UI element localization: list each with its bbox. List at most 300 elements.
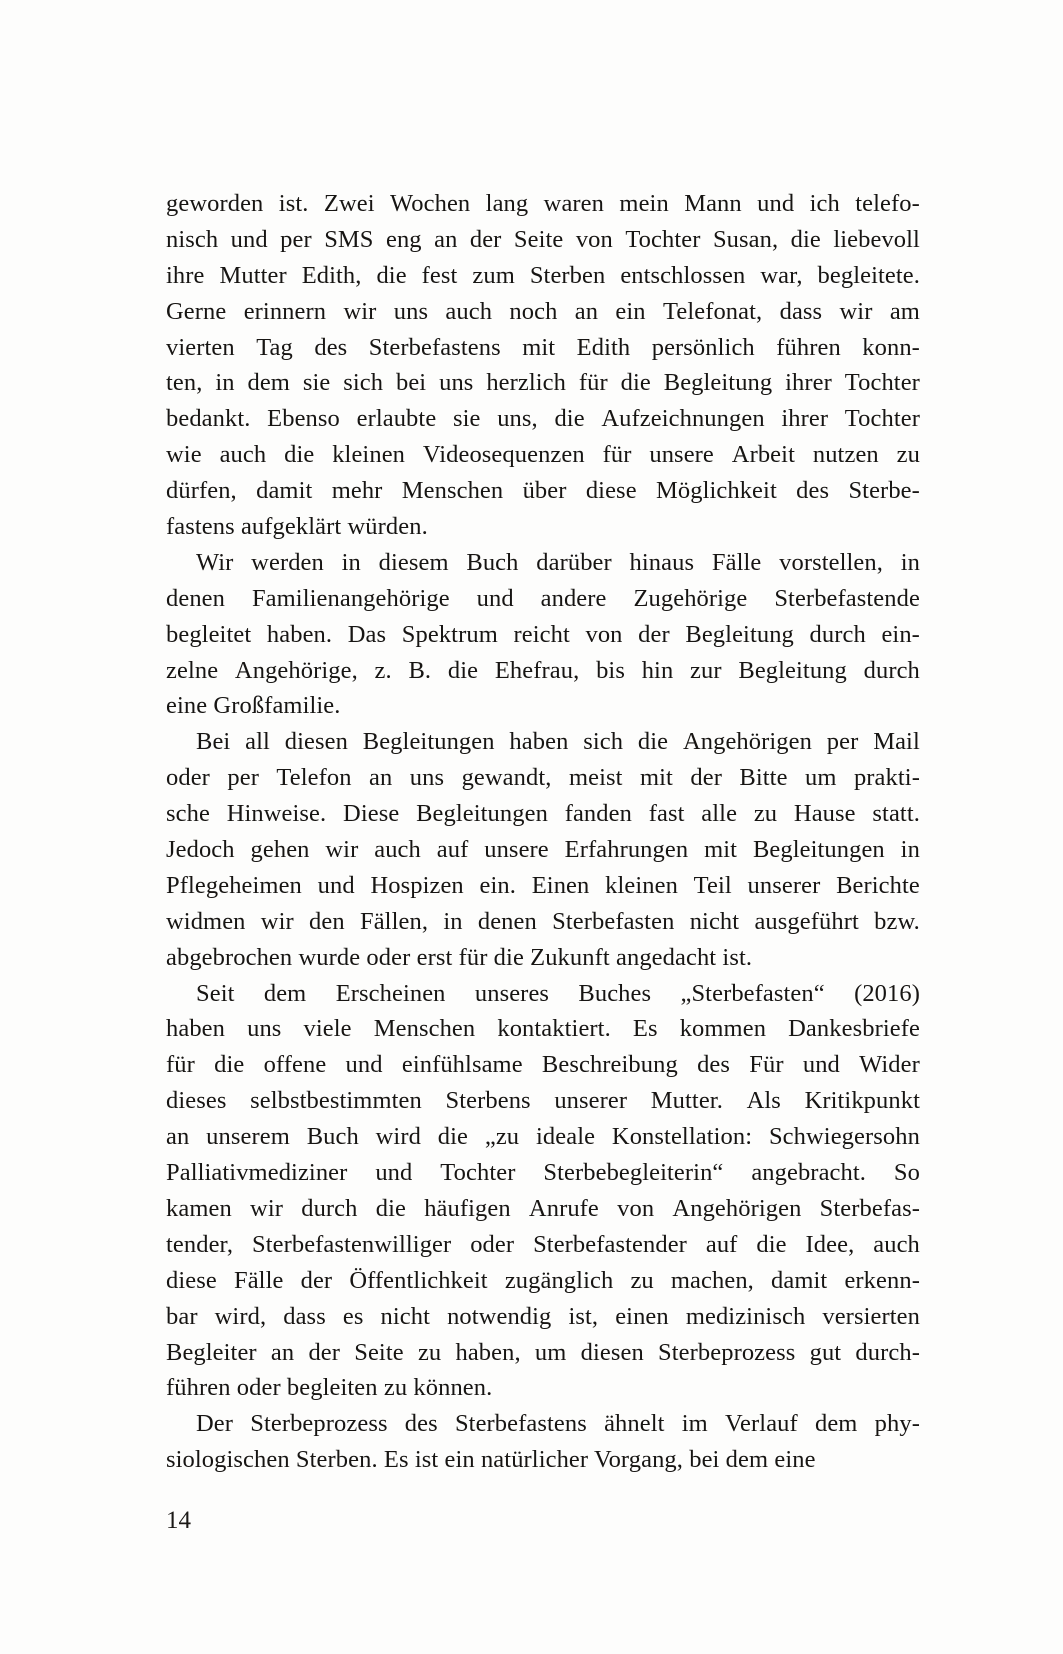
word: und: [317, 871, 355, 899]
word: meist: [568, 764, 623, 792]
word: am: [889, 297, 920, 325]
word: phy-: [874, 1410, 920, 1438]
word: Es: [632, 1015, 658, 1043]
word: bar: [166, 1302, 198, 1330]
text-line: [166, 330, 920, 366]
word: liebevoll: [833, 225, 920, 253]
word: zugänglich: [504, 1266, 614, 1294]
text-line: [166, 796, 920, 832]
word: uns,: [497, 405, 538, 433]
word: Menschen: [373, 1015, 476, 1043]
word: Sterbefastender: [533, 1230, 687, 1258]
text-line: [166, 186, 920, 222]
word: die: [554, 405, 585, 433]
word: unsere: [484, 836, 549, 864]
word: dem: [814, 1410, 858, 1438]
word: der: [690, 764, 722, 792]
word: Öffentlichkeit: [349, 1266, 488, 1294]
word: Mann: [684, 190, 742, 217]
word: erkenn-: [844, 1266, 920, 1294]
word: für: [602, 441, 632, 469]
word: sie: [452, 405, 481, 433]
word: „zu: [484, 1123, 520, 1151]
word: Schwiegersohn: [768, 1123, 920, 1151]
word: des: [697, 1051, 731, 1079]
word: des: [314, 333, 348, 361]
word: über: [522, 477, 567, 505]
word: oder: [470, 1230, 515, 1258]
page-text-block: [166, 186, 920, 1478]
word: z.: [374, 656, 392, 684]
word: fast: [648, 800, 685, 828]
word: unserem: [206, 1123, 290, 1151]
text-line: [166, 437, 920, 473]
word: uns: [409, 764, 445, 792]
word: geworden: [166, 190, 264, 217]
word: den: [309, 907, 345, 935]
word: hin: [641, 656, 674, 684]
word: und: [375, 1159, 413, 1187]
word: für: [166, 1051, 195, 1079]
word: damit: [256, 477, 313, 505]
text-line: [166, 1011, 920, 1047]
word: noch: [509, 297, 558, 325]
word: zu: [896, 441, 920, 469]
word: andere: [540, 584, 607, 612]
text-line: [166, 1335, 920, 1371]
word: wird: [375, 1123, 421, 1151]
word: Fälle: [233, 1266, 284, 1294]
word: haben: [166, 1015, 225, 1043]
word: und: [757, 190, 795, 217]
word: Für: [749, 1051, 784, 1079]
word: häufigen: [424, 1194, 511, 1222]
word: gewandt,: [461, 764, 552, 792]
word: erinnern: [243, 297, 327, 325]
word: Spektrum: [401, 620, 498, 648]
word: versierten: [822, 1302, 920, 1330]
text-line: [166, 581, 920, 617]
word: Videosequenzen: [422, 441, 585, 469]
word: es: [342, 1302, 364, 1330]
text-line: [166, 1083, 920, 1119]
word: ihrer: [785, 369, 832, 397]
word: wir: [260, 907, 294, 935]
word: auch: [873, 1230, 920, 1258]
word: mit: [704, 836, 738, 864]
word: konn-: [862, 333, 920, 361]
word: Buch: [466, 548, 519, 576]
word: eng: [385, 225, 422, 253]
word: kontaktiert.: [497, 1015, 611, 1043]
word: diese: [585, 477, 637, 505]
word: Hinweise.: [226, 800, 327, 828]
text-line: [166, 653, 920, 689]
word: denen: [166, 584, 225, 612]
word: die: [284, 441, 315, 469]
word: wie: [166, 441, 202, 469]
word: an: [574, 297, 599, 325]
word: damit: [771, 1266, 828, 1294]
word: Pflegeheimen: [166, 871, 302, 899]
word: Begleitung: [663, 369, 773, 397]
word: ideale: [535, 1123, 596, 1151]
word: nicht: [380, 1302, 431, 1330]
word: Sterbefas-: [819, 1194, 920, 1222]
word: an: [434, 225, 458, 253]
word: Tochter: [844, 369, 920, 397]
word: Konstellation:: [611, 1123, 753, 1151]
word: auch: [445, 297, 493, 325]
text-line: [166, 1047, 920, 1083]
word: Begleiter: [166, 1338, 257, 1366]
word: kleinen: [605, 871, 678, 899]
word: mehr: [331, 477, 383, 505]
word: im: [681, 1410, 708, 1438]
word: Verlauf: [724, 1410, 798, 1438]
word: angebracht.: [751, 1159, 867, 1187]
word: diesem: [378, 548, 449, 576]
word: Seite: [513, 225, 564, 253]
word: Hospizen: [370, 871, 464, 899]
word: gut: [809, 1338, 842, 1366]
word: Telefonat,: [662, 297, 763, 325]
word: darüber: [536, 548, 612, 576]
word: ihrer: [781, 405, 829, 433]
word: begleitet: [166, 620, 252, 648]
word: an: [166, 1123, 190, 1151]
word: Angehörigen: [672, 1194, 802, 1222]
word: vorstellen,: [779, 548, 883, 576]
text-line: eine Großfamilie.: [166, 692, 341, 720]
word: (2016): [854, 979, 920, 1007]
word: einfühlsame: [401, 1051, 523, 1079]
word: Tochter: [440, 1159, 516, 1187]
word: der: [308, 1338, 341, 1366]
word: in: [341, 548, 361, 576]
text-line: [166, 1263, 920, 1299]
word: die: [756, 1230, 787, 1258]
word: B.: [408, 656, 432, 684]
word: dass: [779, 297, 823, 325]
word: erlaubte: [356, 405, 437, 433]
word: ein: [615, 297, 646, 325]
word: wir: [325, 836, 359, 864]
word: Sterbefastens: [454, 1410, 587, 1438]
word: führen: [776, 333, 841, 361]
word: die: [437, 1123, 469, 1151]
word: wird,: [214, 1302, 267, 1330]
word: Sterben: [529, 261, 606, 289]
text-line: [166, 473, 920, 509]
word: ihre: [166, 261, 205, 289]
text-line: [166, 258, 920, 294]
word: per: [227, 764, 259, 792]
word: bei: [395, 369, 427, 397]
word: ist,: [568, 1302, 599, 1330]
word: Begleitung: [685, 620, 794, 648]
word: bzw.: [874, 907, 920, 935]
word: von: [585, 620, 623, 648]
word: Begleitungen: [416, 800, 548, 828]
word: und: [802, 1051, 840, 1079]
word: bedankt.: [166, 405, 251, 433]
word: Erscheinen: [335, 979, 446, 1007]
word: Sterbens: [445, 1087, 531, 1115]
word: ist.: [278, 190, 309, 217]
word: vierten: [166, 333, 235, 361]
word: kamen: [166, 1194, 232, 1222]
word: prakti-: [853, 764, 920, 792]
word: Als: [746, 1087, 781, 1115]
word: Wir: [196, 548, 234, 576]
word: wir: [250, 1194, 283, 1222]
word: durch-: [855, 1338, 920, 1366]
word: sie: [302, 369, 331, 397]
word: Sterbefastenwilliger: [251, 1230, 452, 1258]
word: nicht: [689, 907, 740, 935]
text-line: [166, 1406, 920, 1442]
word: SMS: [324, 225, 374, 253]
word: nisch: [166, 225, 219, 253]
word: und: [476, 584, 514, 612]
word: lang: [485, 190, 529, 217]
word: ich: [809, 190, 840, 217]
word: denen: [477, 907, 537, 935]
word: diese: [166, 1266, 217, 1294]
word: machen,: [670, 1266, 754, 1294]
word: werden: [251, 548, 324, 576]
word: hinaus: [629, 548, 695, 576]
text-line: [166, 222, 920, 258]
word: Sterbefasten: [552, 907, 675, 935]
word: diesen: [580, 1338, 644, 1366]
word: haben: [509, 728, 569, 756]
word: war,: [760, 261, 803, 289]
word: alle: [701, 800, 738, 828]
word: von: [575, 225, 613, 253]
word: Aufzeichnungen: [601, 405, 765, 433]
word: Tochter: [844, 405, 920, 433]
word: Edith: [576, 333, 631, 361]
word: wir: [839, 297, 873, 325]
word: Familienangehörige: [251, 584, 450, 612]
word: von: [617, 1194, 655, 1222]
text-line: [166, 294, 920, 330]
word: kommen: [679, 1015, 767, 1043]
word: Idee,: [805, 1230, 855, 1258]
text-line: [166, 1119, 920, 1155]
text-line: siologischen Sterben. Es ist ein natürlicher Vorgang, bei dem eine: [166, 1446, 816, 1474]
word: sche: [166, 800, 210, 828]
word: Zwei: [323, 190, 375, 217]
word: So: [893, 1159, 920, 1187]
word: fest: [421, 261, 458, 289]
word: durch: [301, 1194, 358, 1222]
word: zu: [417, 1338, 442, 1366]
word: notwendig: [447, 1302, 552, 1330]
word: Begleitungen: [362, 728, 495, 756]
word: oder: [166, 764, 210, 792]
word: dass: [283, 1302, 326, 1330]
word: Beschreibung: [541, 1051, 678, 1079]
word: nutzen: [812, 441, 879, 469]
word: Begleitung: [738, 656, 847, 684]
word: statt.: [872, 800, 920, 828]
word: Berichte: [836, 871, 920, 899]
word: Arbeit: [731, 441, 795, 469]
word: Hause: [793, 800, 856, 828]
word: unserer: [747, 871, 821, 899]
word: der: [638, 620, 670, 648]
word: Telefon: [276, 764, 352, 792]
word: Seit: [196, 979, 235, 1007]
word: Tag: [256, 333, 293, 361]
word: Möglichkeit: [655, 477, 777, 505]
word: unserer: [554, 1087, 628, 1115]
word: an: [270, 1338, 295, 1366]
text-line: [166, 365, 920, 401]
word: wir: [343, 297, 377, 325]
word: reicht: [513, 620, 570, 648]
word: zu: [630, 1266, 654, 1294]
word: Teil: [693, 871, 732, 899]
word: mit: [639, 764, 673, 792]
word: Sterbeprozess: [658, 1338, 796, 1366]
word: dem: [263, 979, 307, 1007]
word: Menschen: [401, 477, 504, 505]
word: die: [375, 1194, 406, 1222]
text-line: fastens aufgeklärt würden.: [166, 513, 428, 541]
word: haben,: [455, 1338, 521, 1366]
word: Buch: [306, 1123, 359, 1151]
word: begleitete.: [817, 261, 920, 289]
word: Erfahrungen: [564, 836, 689, 864]
word: medizinisch: [685, 1302, 806, 1330]
word: die: [214, 1051, 245, 1079]
word: Tochter: [625, 225, 701, 253]
word: in: [443, 907, 463, 935]
word: die: [637, 728, 669, 756]
word: haben.: [266, 620, 333, 648]
word: des: [796, 477, 830, 505]
word: zu: [753, 800, 778, 828]
word: die: [790, 225, 821, 253]
word: ein.: [479, 871, 516, 899]
word: diesen: [284, 728, 348, 756]
word: Anrufe: [528, 1194, 599, 1222]
word: Begleitungen: [752, 836, 885, 864]
word: der: [469, 225, 502, 253]
word: in: [215, 369, 235, 397]
text-line: [166, 832, 920, 868]
word: zelne: [166, 656, 219, 684]
text-line: führen oder begleiten zu können.: [166, 1374, 493, 1402]
word: dieses: [166, 1087, 227, 1115]
word: Diese: [343, 800, 400, 828]
word: Dankesbriefe: [788, 1015, 920, 1043]
word: Gerne: [166, 297, 227, 325]
word: und: [230, 225, 268, 253]
word: um: [805, 764, 837, 792]
text-line: [166, 1227, 920, 1263]
text-line: [166, 724, 920, 760]
text-line: [166, 617, 920, 653]
word: der: [300, 1266, 333, 1294]
page-number: 14: [166, 1507, 191, 1534]
word: per: [826, 728, 859, 756]
word: Sterbebegleiterin“: [543, 1159, 724, 1187]
text-line: [166, 1191, 920, 1227]
word: des: [404, 1410, 438, 1438]
word: Angehörigen: [682, 728, 812, 756]
text-line: [166, 1155, 920, 1191]
word: widmen: [166, 907, 246, 935]
word: Jedoch: [166, 836, 235, 864]
word: Bitte: [739, 764, 788, 792]
word: Edith,: [301, 261, 362, 289]
text-line: [166, 904, 920, 940]
word: per: [280, 225, 312, 253]
word: ähnelt: [604, 1410, 665, 1438]
word: persönlich: [651, 333, 755, 361]
word: die: [447, 656, 479, 684]
word: Sterbefastens: [368, 333, 501, 361]
word: Mutter: [219, 261, 287, 289]
word: Das: [347, 620, 387, 648]
word: um: [534, 1338, 567, 1366]
word: die: [620, 369, 651, 397]
word: dürfen,: [166, 477, 237, 505]
text-line: abgebrochen wurde oder erst für die Zukunft angedacht ist.: [166, 943, 753, 971]
word: selbstbestimmten: [250, 1087, 422, 1115]
word: Seite: [354, 1338, 404, 1366]
word: für: [578, 369, 608, 397]
word: mein: [619, 190, 669, 217]
word: auch: [219, 441, 267, 469]
word: uns: [393, 297, 429, 325]
text-line: [166, 401, 920, 437]
word: all: [245, 728, 270, 756]
word: viele: [303, 1015, 352, 1043]
word: entschlossen: [620, 261, 746, 289]
word: kleinen: [332, 441, 406, 469]
word: Angehörige,: [234, 656, 358, 684]
word: Der: [196, 1410, 234, 1438]
word: Sterbe-: [848, 477, 920, 505]
word: durch: [863, 656, 920, 684]
word: Ebenso: [267, 405, 340, 433]
word: gehen: [250, 836, 310, 864]
word: Einen: [531, 871, 590, 899]
word: herzlich: [486, 369, 567, 397]
word: mit: [522, 333, 556, 361]
word: ausgeführt: [754, 907, 859, 935]
word: durch: [809, 620, 866, 648]
word: offene: [263, 1051, 327, 1079]
word: Fällen,: [359, 907, 429, 935]
word: tender,: [166, 1230, 234, 1258]
word: fanden: [564, 800, 632, 828]
word: Wider: [859, 1051, 920, 1079]
word: Zugehörige: [633, 584, 748, 612]
word: bis: [596, 656, 625, 684]
word: waren: [543, 190, 605, 217]
word: „Sterbefasten“: [680, 979, 825, 1007]
word: dem: [247, 369, 290, 397]
word: Sterbefastende: [774, 584, 920, 612]
word: zum: [472, 261, 515, 289]
